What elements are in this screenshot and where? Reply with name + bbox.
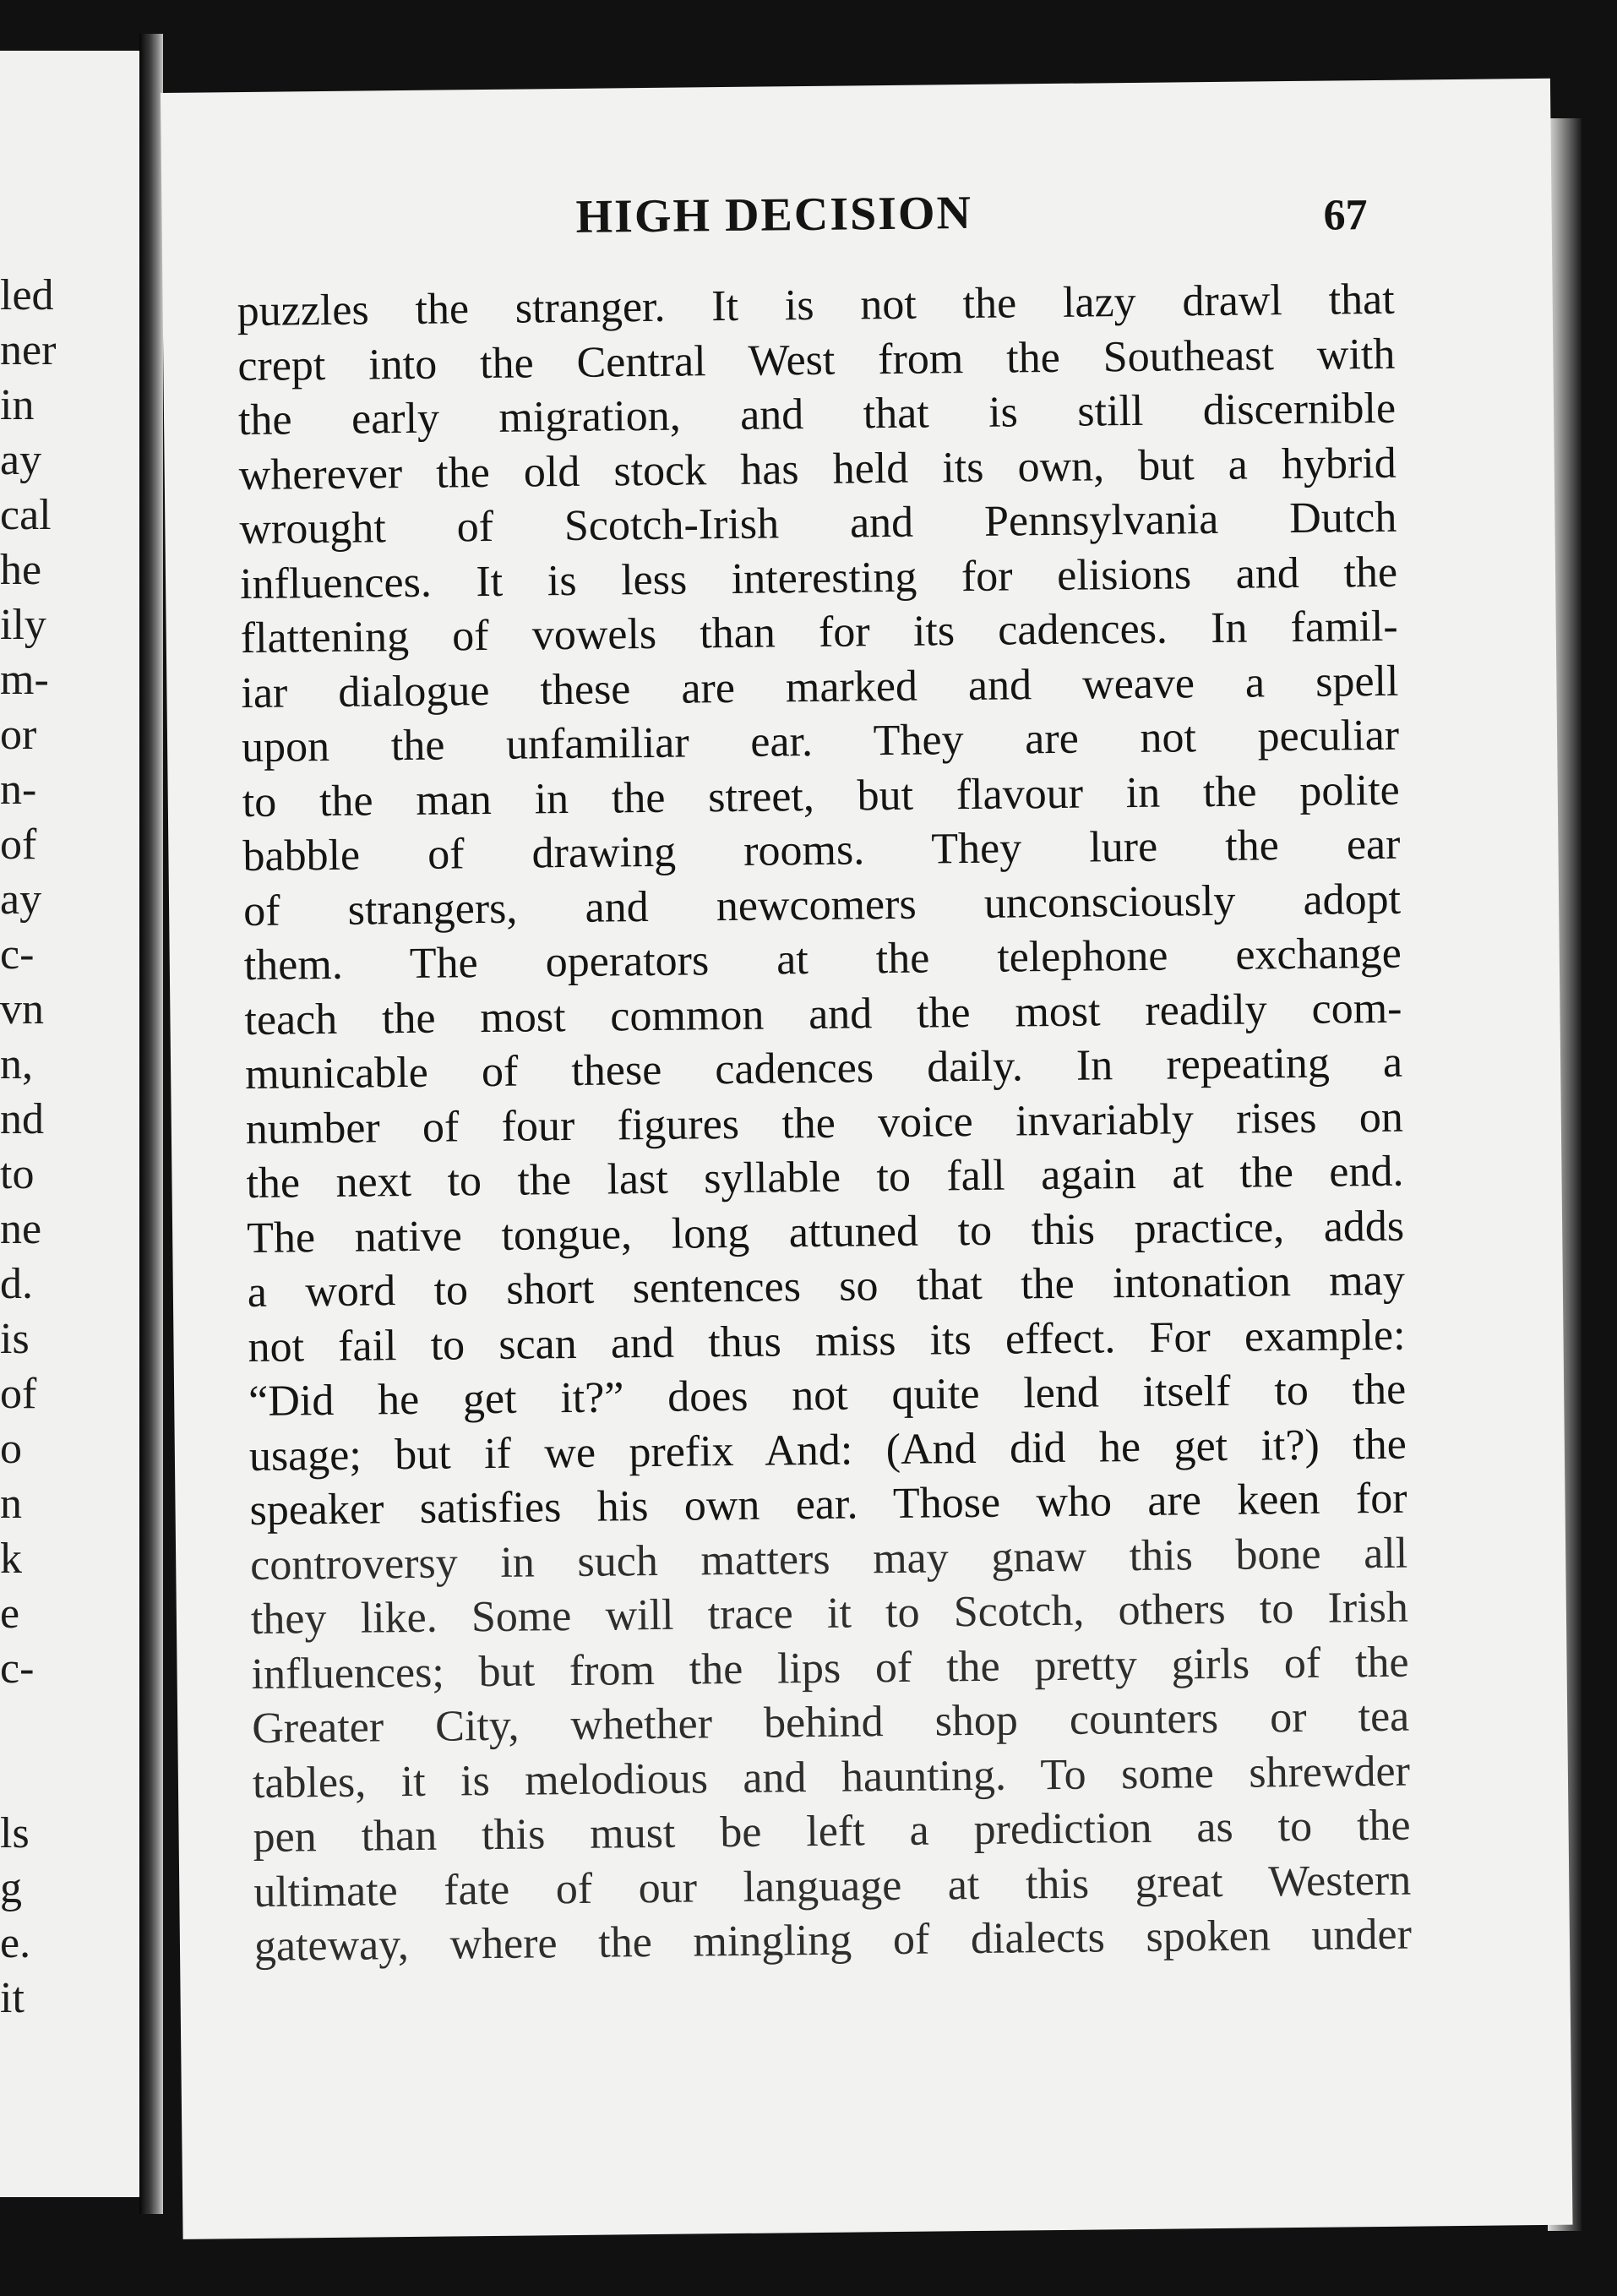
facing-page-fragment: e <box>0 1590 20 1638</box>
facing-page-fragment: it <box>0 1974 24 2022</box>
facing-page-fragment: k <box>0 1535 22 1583</box>
book-page <box>161 79 1573 2239</box>
facing-page-fragment: ner <box>0 326 57 374</box>
text-line: not fail to scan and thus miss its effect. For example: <box>248 1311 1406 1372</box>
facing-page-fragment: n <box>0 1480 22 1528</box>
facing-page-fragment: is <box>0 1315 30 1363</box>
text-line: a word to short sentences so that the intonation may <box>247 1256 1406 1317</box>
facing-page-fragment: in <box>0 381 35 429</box>
facing-page-fragment: n, <box>0 1040 33 1088</box>
text-line: number of four figures the voice invariably rises on <box>245 1093 1404 1153</box>
facing-page-fragment: ily <box>0 601 46 649</box>
text-line: puzzles the stranger. It is not the lazy drawl that <box>237 275 1395 336</box>
text-line: Greater City, whether behind shop counters or tea <box>251 1692 1410 1753</box>
text-line: wherever the old stock has held its own, but a hybrid <box>238 439 1396 499</box>
text-line: the next to the last syllable to fall again at the end. <box>246 1147 1404 1208</box>
text-line: pen than this must be left a prediction as to the <box>253 1801 1411 1862</box>
text-line: iar dialogue these are marked and weave a spell <box>241 657 1399 717</box>
facing-page-fragment: to <box>0 1150 35 1198</box>
facing-page-fragment: ls <box>0 1809 30 1857</box>
facing-page-fragment: ay <box>0 875 42 924</box>
facing-page-fragment: nd <box>0 1095 44 1143</box>
facing-page-fragment: ne <box>0 1205 42 1253</box>
text-line: flattening of vowels than for its cadences. In famil- <box>240 602 1398 663</box>
text-line: crept into the Central West from the Southeast with <box>237 330 1396 390</box>
facing-page-edge <box>0 51 139 2197</box>
text-line: babble of drawing rooms. They lure the ear <box>242 820 1401 881</box>
facing-page-fragment: o <box>0 1425 22 1473</box>
facing-page-fragment: he <box>0 546 42 594</box>
text-line: speaker satisfies his own ear. Those who are keen for <box>249 1474 1407 1535</box>
facing-page-fragment: of <box>0 821 37 869</box>
text-line: upon the unfamiliar ear. They are not peculiar <box>241 711 1400 772</box>
text-line: them. The operators at the telephone exchange <box>243 929 1402 990</box>
facing-page-fragment: vn <box>0 985 44 1033</box>
facing-page-fragment: cal <box>0 491 52 539</box>
text-line: wrought of Scotch-Irish and Pennsylvania Dutch <box>239 493 1397 554</box>
text-line: gateway, where the mingling of dialects spoken under <box>253 1910 1413 1971</box>
facing-page-fragment: ay <box>0 436 42 484</box>
facing-page-fragment: c- <box>0 1644 35 1693</box>
facing-page-fragment: d. <box>0 1260 33 1308</box>
text-line: tables, it is melodious and haunting. To some shrewder <box>252 1747 1411 1808</box>
text-line: teach the most common and the most readily com- <box>244 984 1402 1044</box>
facing-page-fragment: g <box>0 1864 22 1912</box>
text-line: to the man in the street, but flavour in the polite <box>242 766 1401 826</box>
text-line: ultimate fate of our language at this great Western <box>253 1856 1412 1917</box>
running-head: HIGH DECISION <box>575 186 973 243</box>
text-line: The native tongue, long attuned to this practice, adds <box>246 1202 1405 1263</box>
text-line: influences; but from the lips of the pretty girls of the <box>251 1638 1409 1699</box>
facing-page-fragment: m- <box>0 656 49 704</box>
text-line: they like. Some will trace it to Scotch, others to Irish <box>250 1583 1409 1644</box>
body-text <box>237 273 1412 1975</box>
text-line: of strangers, and newcomers unconsciously adopt <box>242 875 1402 935</box>
text-line: “Did he get it?” does not quite lend itself to the <box>248 1365 1407 1426</box>
page-number: 67 <box>1323 191 1368 240</box>
facing-page-fragment: n- <box>0 766 37 814</box>
text-line: usage; but if we prefix And: (And did he get it?) the <box>248 1420 1407 1481</box>
text-line: the early migration, and that is still discernible <box>237 384 1396 445</box>
facing-page-fragment: of <box>0 1370 37 1418</box>
facing-page-fragment: c- <box>0 930 35 979</box>
book-gutter <box>139 34 163 2214</box>
text-line: influences. It is less interesting for elisions and the <box>239 548 1398 608</box>
text-line: municable of these cadences daily. In repeating a <box>244 1038 1403 1099</box>
facing-page-fragment: led <box>0 271 54 319</box>
facing-page-fragment: e. <box>0 1919 31 1967</box>
text-line: controversy in such matters may gnaw this bone all <box>249 1529 1408 1590</box>
facing-page-fragment: or <box>0 711 37 759</box>
